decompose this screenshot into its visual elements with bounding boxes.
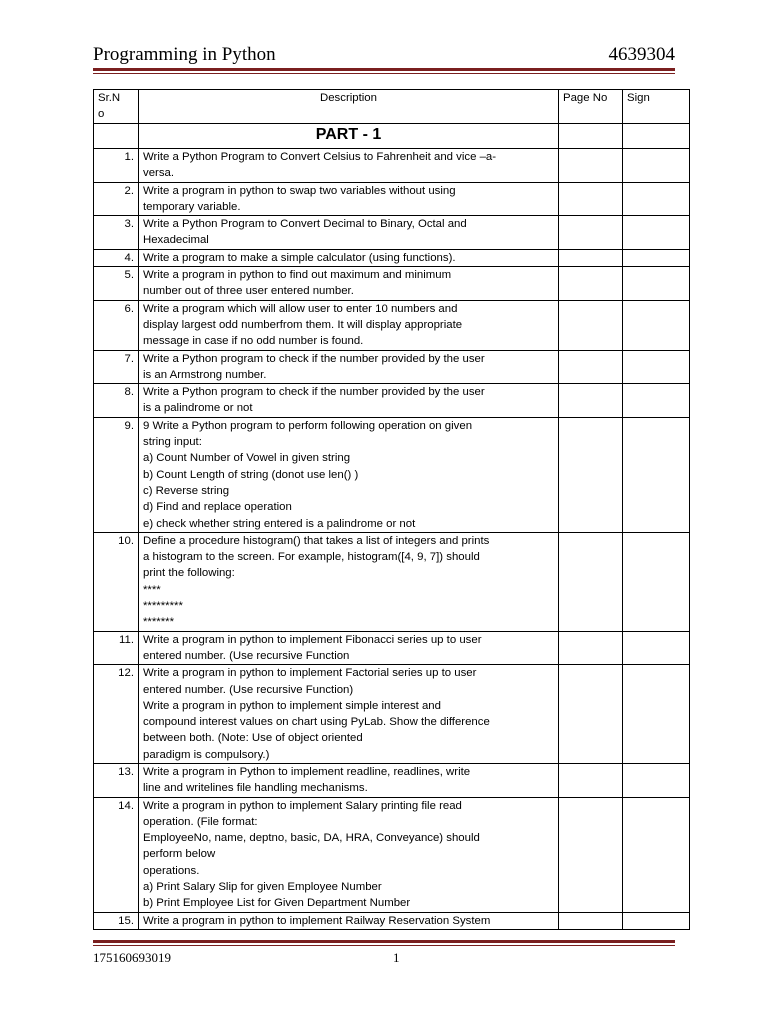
row-description: Write a program in python to find out maximum and minimum number out of three user entered number. — [139, 267, 559, 301]
row-page-no — [559, 267, 623, 301]
row-sign — [623, 182, 690, 216]
row-sign — [623, 249, 690, 266]
table-row — [94, 417, 690, 532]
row-sign — [623, 267, 690, 301]
page-header — [93, 44, 675, 68]
footer-enrollment-id: 175160693019 — [93, 950, 171, 965]
table-row — [94, 384, 690, 418]
table-row — [94, 631, 690, 665]
row-number: 11. — [94, 631, 139, 665]
row-number: 6. — [94, 300, 139, 350]
row-number: 2. — [94, 182, 139, 216]
table-row — [94, 300, 690, 350]
row-description: Write a program in python to swap two variables without using temporary variable. — [139, 182, 559, 216]
footer-page-number: 1 — [393, 950, 400, 965]
table-row — [94, 149, 690, 183]
row-number: 13. — [94, 763, 139, 797]
header-rule-thin — [93, 73, 675, 74]
row-page-no — [559, 384, 623, 418]
col-page-no: Page No — [559, 90, 623, 124]
header-title: Programming in Python — [93, 44, 276, 65]
row-description: 9 Write a Python program to perform following operation on given string input: a) Count Number of Vowel in given string b) Count Length of string (donot use len() ) c) Reverse string d) Find and replace operation e) check whether string entered is a palindrome or not — [139, 417, 559, 532]
row-number: 10. — [94, 532, 139, 631]
row-number: 5. — [94, 267, 139, 301]
row-page-no — [559, 763, 623, 797]
row-number: 3. — [94, 216, 139, 250]
row-page-no — [559, 149, 623, 183]
row-description: Write a program in python to implement Factorial series up to user entered number. (Use recursive Function) Write a program in python to implement simple interest and compound interest values on chart using PyLab. Show the difference between both. (Note: Use of object oriented paradigm is compulsory.) — [139, 665, 559, 764]
row-sign — [623, 300, 690, 350]
row-sign — [623, 763, 690, 797]
col-sign: Sign — [623, 90, 690, 124]
table-row — [94, 182, 690, 216]
row-description: Write a Python program to check if the number provided by the user is an Armstrong number. — [139, 350, 559, 384]
table-row — [94, 249, 690, 266]
row-page-no — [559, 532, 623, 631]
row-sign — [623, 912, 690, 929]
row-sign — [623, 149, 690, 183]
row-sign — [623, 631, 690, 665]
footer-rule-thick — [93, 940, 675, 943]
row-number: 14. — [94, 797, 139, 912]
row-sign — [623, 417, 690, 532]
row-description: Define a procedure histogram() that takes a list of integers and prints a histogram to the screen. For example, histogram([4, 9, 7]) should print the following: **** ********* ******* — [139, 532, 559, 631]
row-description: Write a program in python to implement Salary printing file read operation. (File format: EmployeeNo, name, deptno, basic, DA, HRA, Conveyance) should perform below operations. a) Print Salary Slip for given Employee Number b) Print Employee List for Given Department Number — [139, 797, 559, 912]
row-description: Write a program in python to implement Railway Reservation System — [139, 912, 559, 929]
row-number: 8. — [94, 384, 139, 418]
table-row — [94, 267, 690, 301]
table-row — [94, 532, 690, 631]
part-label: PART - 1 — [139, 124, 559, 149]
table-row — [94, 763, 690, 797]
header-rule-thick — [93, 68, 675, 71]
row-description: Write a program in Python to implement readline, readlines, write line and writelines file handling mechanisms. — [139, 763, 559, 797]
part-row-blank-page — [559, 124, 623, 149]
row-sign — [623, 797, 690, 912]
footer-rule-thin — [93, 945, 675, 946]
practical-index-table — [93, 89, 690, 930]
row-number: 15. — [94, 912, 139, 929]
row-page-no — [559, 417, 623, 532]
row-page-no — [559, 797, 623, 912]
row-page-no — [559, 631, 623, 665]
table-row — [94, 665, 690, 764]
row-page-no — [559, 182, 623, 216]
table-row — [94, 797, 690, 912]
part-row — [94, 124, 690, 149]
row-description: Write a program which will allow user to enter 10 numbers and display largest odd numberfrom them. It will display appropriate message in case if no odd number is found. — [139, 300, 559, 350]
row-sign — [623, 384, 690, 418]
row-number: 4. — [94, 249, 139, 266]
row-description: Write a program in python to implement Fibonacci series up to user entered number. (Use recursive Function — [139, 631, 559, 665]
row-description: Write a Python Program to Convert Decimal to Binary, Octal and Hexadecimal — [139, 216, 559, 250]
row-page-no — [559, 300, 623, 350]
row-page-no — [559, 249, 623, 266]
row-description: Write a program to make a simple calculator (using functions). — [139, 249, 559, 266]
table-row — [94, 216, 690, 250]
col-sr-no: Sr.N o — [94, 90, 139, 124]
part-row-blank-sr — [94, 124, 139, 149]
table-row — [94, 912, 690, 929]
part-row-blank-sign — [623, 124, 690, 149]
row-number: 9. — [94, 417, 139, 532]
row-page-no — [559, 665, 623, 764]
row-sign — [623, 350, 690, 384]
col-description: Description — [139, 90, 559, 124]
row-description: Write a Python Program to Convert Celsius to Fahrenheit and vice –a- versa. — [139, 149, 559, 183]
row-page-no — [559, 216, 623, 250]
row-sign — [623, 665, 690, 764]
row-page-no — [559, 912, 623, 929]
row-sign — [623, 216, 690, 250]
row-number: 1. — [94, 149, 139, 183]
table-row — [94, 350, 690, 384]
row-sign — [623, 532, 690, 631]
row-number: 12. — [94, 665, 139, 764]
header-code: 4639304 — [608, 44, 675, 65]
table-header-row — [94, 90, 690, 124]
row-description: Write a Python program to check if the number provided by the user is a palindrome or not — [139, 384, 559, 418]
row-page-no — [559, 350, 623, 384]
row-number: 7. — [94, 350, 139, 384]
